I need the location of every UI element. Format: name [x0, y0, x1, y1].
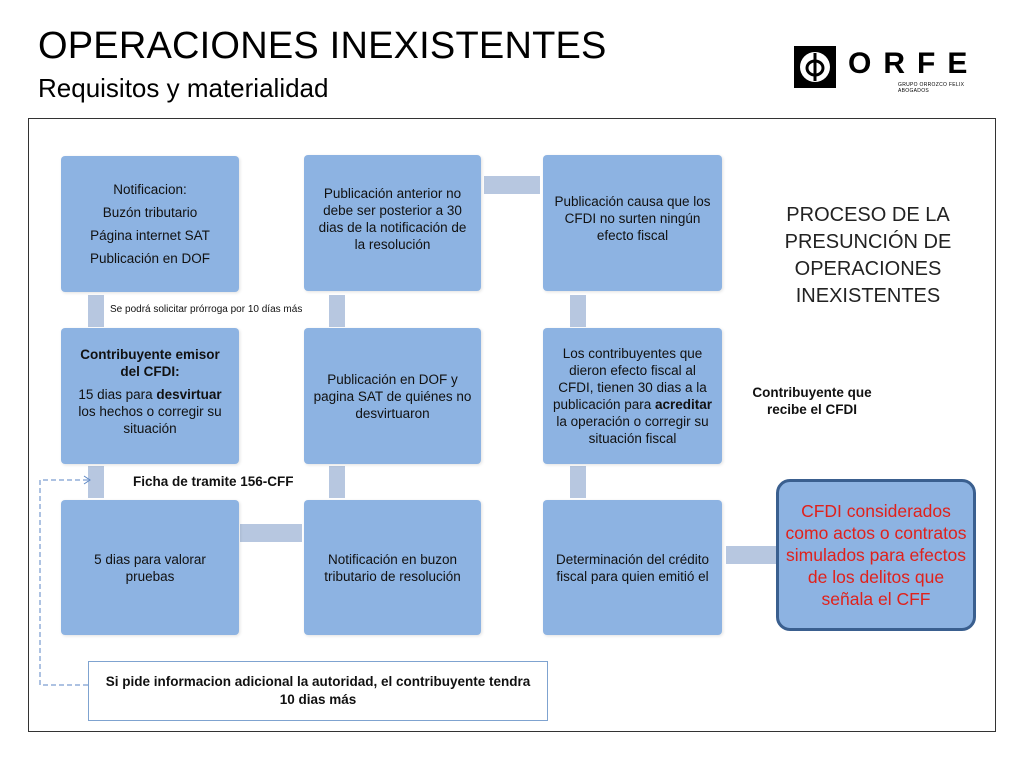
notificacion-buzon-text: Notificación en buzon tributario de resolución [324, 551, 461, 584]
process-title: PROCESO DE LA PRESUNCIÓN DE OPERACIONES INEXISTENTES [784, 204, 952, 307]
connector-left-1 [88, 295, 104, 327]
box-publicacion-causa [543, 155, 722, 291]
note-ficha: Ficha de tramite 156-CFF [133, 474, 294, 489]
box-publicacion-anterior [304, 155, 481, 291]
info-adicional-text: Si pide informacion adicional la autoridad, el contribuyente tendra 10 dias más [105, 674, 531, 707]
determinacion-text: Determinación del crédito fiscal para quien emitió el [555, 551, 710, 584]
box-publicacion-dof [304, 328, 481, 464]
notificacion-line-3: Página internet SAT [90, 228, 210, 243]
connector-mid-1 [329, 295, 345, 327]
contribuyente-emisor-title: Contribuyente emisor del CFDI: [80, 347, 220, 379]
cinco-dias-text: 5 dias para valorar pruebas [94, 551, 206, 584]
connector-to-cfdi [726, 546, 776, 564]
publicacion-dof-text: Publicación en DOF y pagina SAT de quiénes no desvirtuaron [313, 371, 472, 421]
notificacion-line-4: Publicación en DOF [89, 251, 211, 266]
box-contribuyentes-efecto [543, 328, 722, 464]
cfdi-considerados-box [776, 479, 976, 631]
contribuyente-emisor-text: 15 dias para desvirtuar los hechos o corregir su situación [78, 387, 222, 436]
info-adicional-box [88, 661, 548, 721]
connector-right-1 [570, 295, 586, 327]
note-contribuyente-recibe: Contribuyente que recibe el CFDI [752, 385, 872, 417]
connector-right-2 [570, 466, 586, 498]
publicacion-anterior-text: Publicación anterior no debe ser posterior a 30 dias de la notificación de la resolución [318, 186, 467, 252]
page-subtitle: Requisitos y materialidad [38, 73, 329, 103]
box-contribuyente-emisor [61, 328, 239, 464]
box-notificacion-buzon [304, 500, 481, 635]
connector-mid-2 [329, 466, 345, 498]
page-title: OPERACIONES INEXISTENTES [38, 25, 607, 67]
box-determinacion [543, 500, 722, 635]
dashed-arrow [30, 472, 100, 692]
notificacion-line-1: Notificacion: [113, 182, 187, 197]
connector-top [484, 176, 540, 194]
contribuyentes-efecto-text: Los contribuyentes que dieron efecto fiscal al CFDI, tienen 30 dias a la publicación para acreditar la operación o corregir su situación fiscal [552, 346, 713, 446]
publicacion-causa-text: Publicación causa que los CFDI no surten ningún efecto fiscal [554, 194, 711, 243]
notificacion-line-2: Buzón tributario [102, 205, 198, 220]
orfe-logo [794, 44, 980, 94]
cfdi-considerados-text: CFDI considerados como actos o contratos simulados para efectos de los delitos que señala el CFF [785, 501, 967, 609]
phi-logo-icon [794, 46, 836, 88]
logo-subtext: GRUPO ORROZCO FELIX ABOGADOS [898, 82, 965, 94]
connector-bottom-left [240, 524, 302, 542]
note-prorroga: Se podrá solicitar prórroga por 10 días más [110, 304, 303, 315]
box-notificacion [61, 156, 239, 292]
logo-text: ORFE [848, 47, 980, 80]
